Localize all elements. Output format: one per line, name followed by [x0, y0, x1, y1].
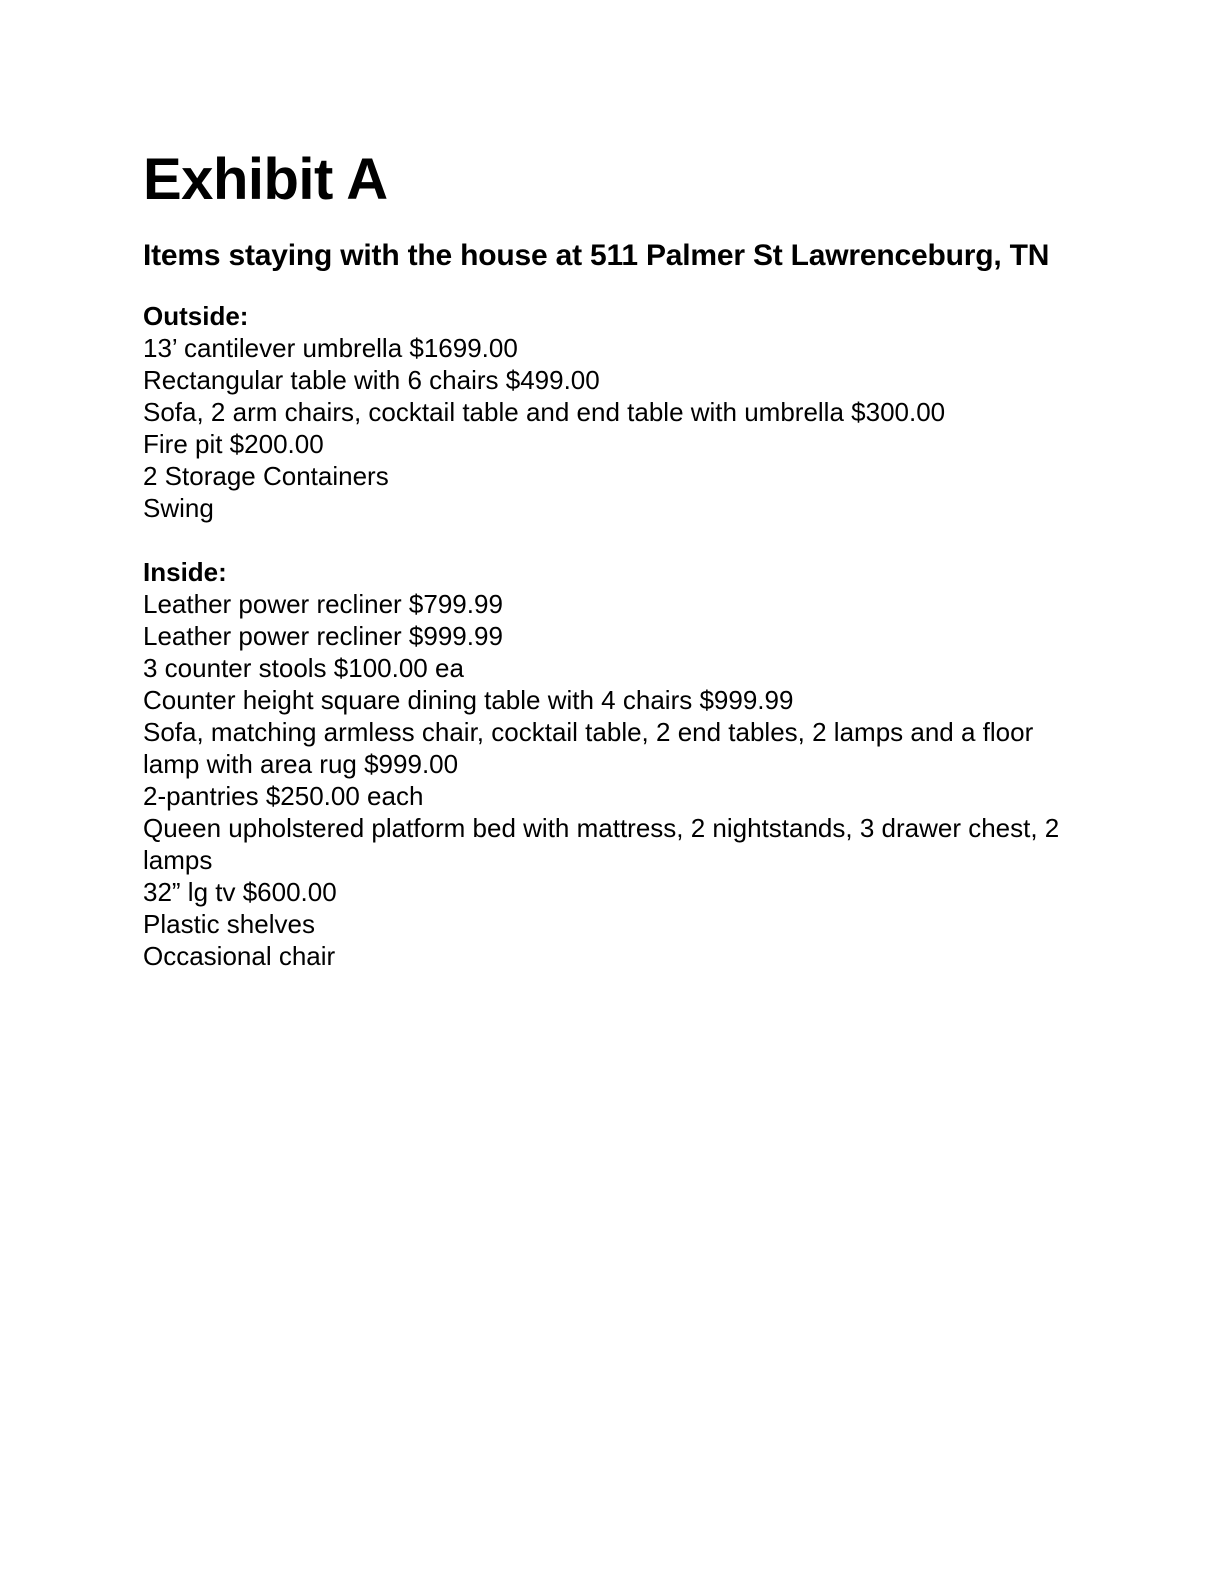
list-item: Queen upholstered platform bed with mattress, 2 nightstands, 3 drawer chest, 2 lamps	[143, 813, 1060, 875]
list-item: 13’ cantilever umbrella $1699.00	[143, 333, 518, 363]
list-item: Occasional chair	[143, 941, 336, 971]
list-item: Swing	[143, 493, 214, 523]
list-item: Fire pit $200.00	[143, 429, 324, 459]
list-item: 3 counter stools $100.00 ea	[143, 653, 464, 683]
list-item: 2-pantries $250.00 each	[143, 781, 424, 811]
list-item: Leather power recliner $999.99	[143, 621, 503, 651]
list-item: Counter height square dining table with 4 chairs $999.99	[143, 685, 794, 715]
document-subtitle: Items staying with the house at 511 Palmer St Lawrenceburg, TN	[143, 239, 1050, 272]
list-item: Rectangular table with 6 chairs $499.00	[143, 365, 600, 395]
section-heading-inside: Inside:	[143, 557, 227, 587]
page-title: Exhibit A	[143, 147, 388, 212]
list-item: Sofa, 2 arm chairs, cocktail table and end table with umbrella $300.00	[143, 397, 946, 427]
list-item: Leather power recliner $799.99	[143, 589, 503, 619]
section-heading-outside: Outside:	[143, 301, 249, 331]
list-item: 32” lg tv $600.00	[143, 877, 337, 907]
section-outside	[143, 300, 1073, 524]
list-item: Sofa, matching armless chair, cocktail table, 2 end tables, 2 lamps and a floor lamp with area rug $999.00	[143, 717, 1034, 779]
list-item: 2 Storage Containers	[143, 461, 389, 491]
section-inside	[143, 556, 1073, 972]
list-item: Plastic shelves	[143, 909, 315, 939]
